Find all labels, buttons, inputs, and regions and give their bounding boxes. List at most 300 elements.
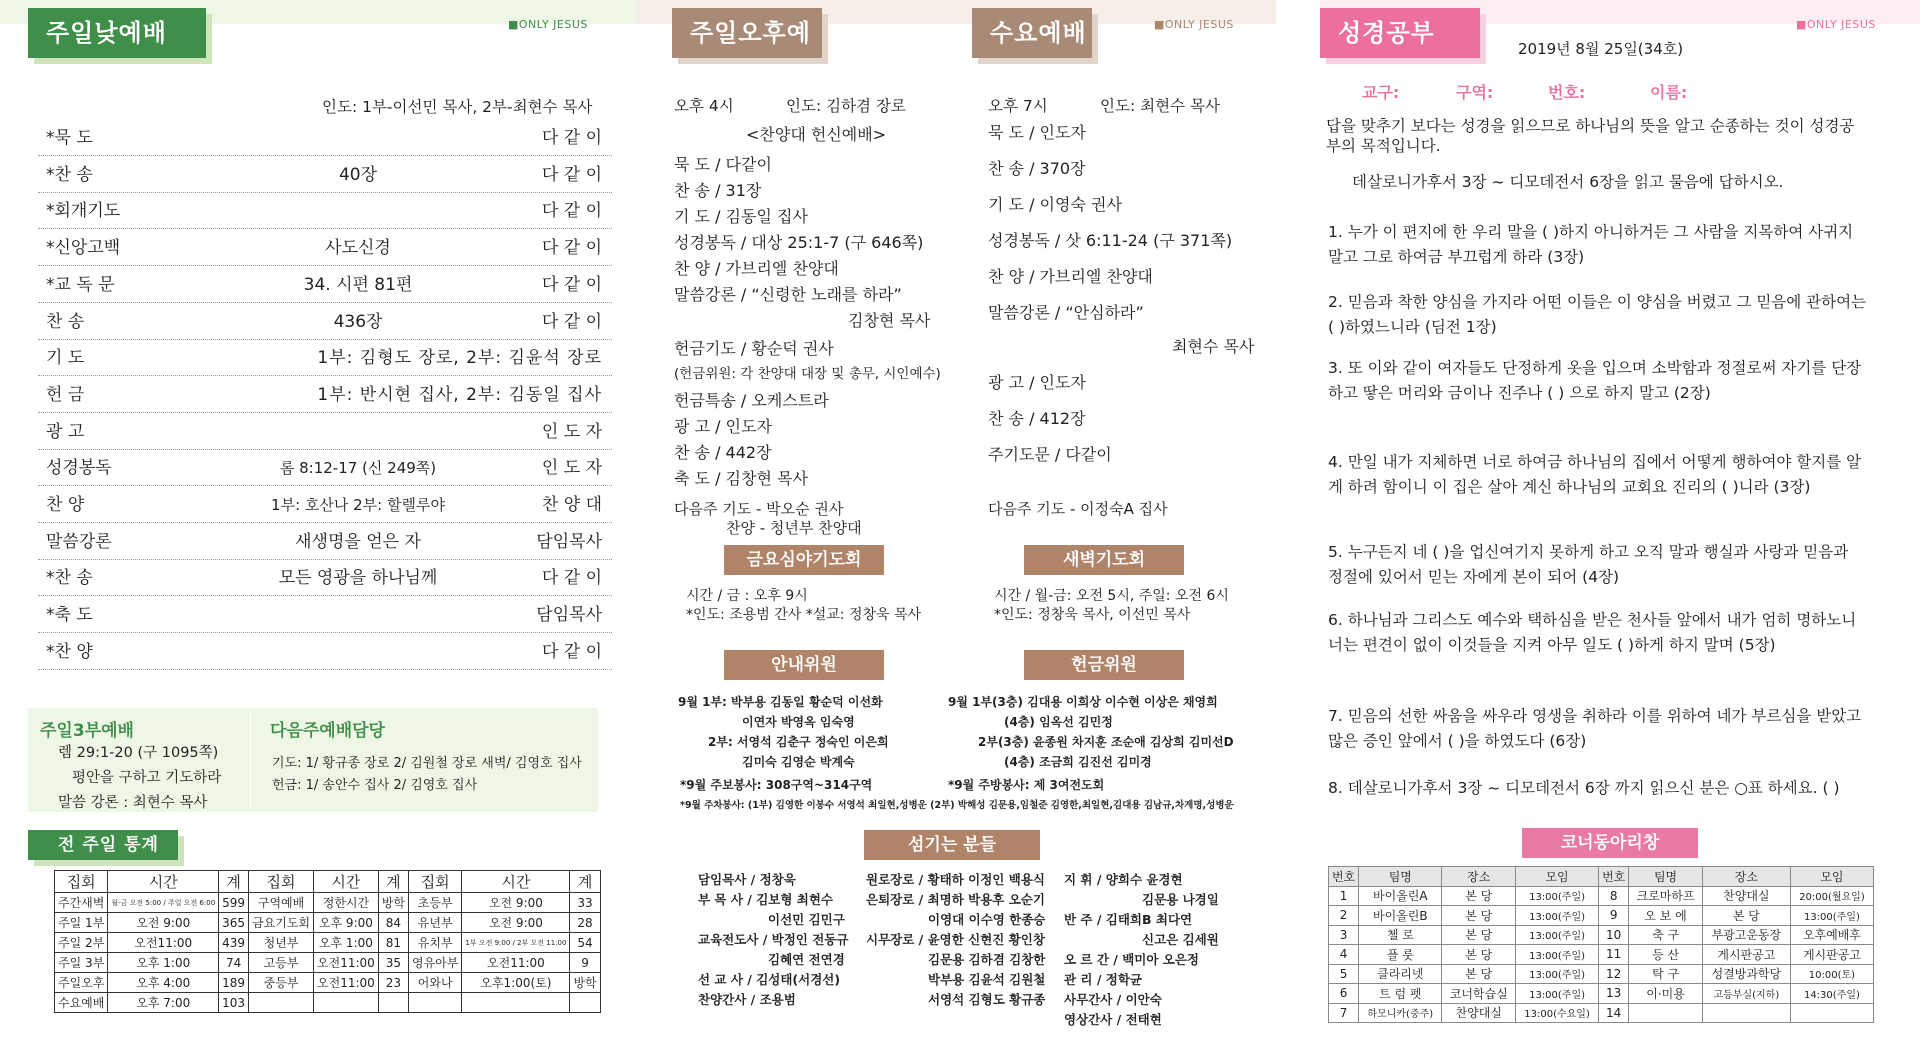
order-row — [38, 120, 612, 156]
line-item: 묵 도 / 다같이 — [674, 155, 772, 174]
stats-cell: 영유아부 — [409, 953, 462, 973]
guide-line-2: 이연자 박영옥 임숙영 — [742, 715, 855, 729]
club-cell — [1790, 1003, 1873, 1023]
club-cell: 10:00(토) — [1790, 964, 1873, 984]
line-item: 묵 도 / 인도자 — [988, 123, 1086, 142]
servants-title: 섬기는 분들 — [864, 830, 1040, 860]
stats-header: 집회 — [249, 871, 314, 893]
servant-line: 은퇴장로 / 최명하 박용후 오순기 — [866, 892, 1045, 907]
question: 2. 믿음과 착한 양심을 가지라 어떤 이들은 이 양심을 버렸고 그 믿음에 관하여는 ( )하였느니라 (딤전 1장) — [1328, 293, 1867, 336]
club-row — [1329, 984, 1874, 1004]
club-cell: 8 — [1599, 886, 1629, 906]
club-cell: 본 당 — [1442, 906, 1516, 926]
offering-line-2: (4층) 임옥선 김민정 — [1004, 715, 1113, 729]
order-row — [38, 377, 612, 413]
guide-line-1: 9월 1부: 박부용 김동일 황순덕 이선화 — [678, 695, 883, 709]
stats-row — [55, 993, 601, 1013]
line-item: 찬 송 / 442장 — [674, 443, 772, 462]
order-middle: 사도신경 — [325, 238, 391, 259]
question: 7. 믿음의 선한 싸움을 싸우라 영생을 취하라 이를 위하여 네가 부르심을 받았고 많은 증인 앞에서 ( )을 하였도다 (6장) — [1328, 707, 1862, 750]
guide-title: 안내위원 — [724, 650, 884, 680]
friday-prayer-title: 금요심야기도회 — [724, 545, 884, 575]
club-cell: 10 — [1599, 925, 1629, 945]
order-row — [38, 634, 612, 670]
next-week-title: 다음주예배담당 — [270, 721, 385, 741]
order-middle: 436장 — [333, 311, 383, 332]
order-item: *축 도 — [46, 605, 93, 626]
stats-row — [55, 913, 601, 933]
club-cell: 본 당 — [1442, 945, 1516, 965]
line-item: 찬 송 / 412장 — [988, 409, 1086, 428]
line-item: 기 도 / 김동일 집사 — [674, 207, 808, 226]
stats-cell: 유년부 — [409, 913, 462, 933]
club-header: 모임 — [1790, 867, 1873, 887]
stats-cell: 오전 9:00 — [462, 893, 570, 913]
club-header: 번호 — [1329, 867, 1359, 887]
stats-row — [55, 973, 601, 993]
only-jesus-tag-2: ■ONLY JESUS — [1154, 18, 1234, 31]
club-cell: 4 — [1329, 945, 1359, 965]
servant-line: 서영석 김형도 황규종 — [928, 992, 1046, 1007]
line-item: 성경봉독 / 대상 25:1-7 (구 646쪽) — [674, 233, 924, 252]
only-jesus-tag-3: ■ONLY JESUS — [1796, 18, 1876, 31]
club-cell: 게시판공고 — [1790, 945, 1873, 965]
club-row — [1329, 906, 1874, 926]
order-item: 찬 송 — [46, 311, 85, 332]
order-row — [38, 267, 612, 303]
club-cell: 플 룻 — [1359, 945, 1442, 965]
order-item: 광 고 — [46, 421, 85, 442]
stats-cell: 35 — [378, 953, 408, 973]
club-cell: 오후예배후 — [1790, 925, 1873, 945]
stats-cell: 103 — [219, 993, 249, 1013]
order-row — [38, 487, 612, 523]
stats-cell: 방학 — [378, 893, 408, 913]
order-item: 성경봉독 — [46, 458, 112, 479]
stats-cell: 오후 9:00 — [314, 913, 379, 933]
stats-row — [55, 933, 601, 953]
offering-line-1: 9월 1부(3층) 김대용 이희상 이수현 이상은 채영희 — [948, 695, 1218, 709]
order-row — [38, 597, 612, 633]
club-header-row — [1329, 867, 1874, 887]
order-right: 담임목사 — [536, 605, 602, 626]
order-middle: 40장 — [338, 164, 378, 185]
line-item: 찬 양 / 가브리엘 찬양대 — [988, 267, 1153, 286]
servant-line: 시무장로 / 윤영한 신현진 황인창 — [866, 932, 1045, 947]
order-row — [38, 304, 612, 340]
club-row — [1329, 945, 1874, 965]
stats-header: 시간 — [462, 871, 570, 893]
line-item: 찬 양 / 가브리엘 찬양대 — [674, 259, 839, 278]
servant-line: 교육전도사 / 박정인 전동규 — [698, 932, 849, 947]
servant-line: 관 리 / 정학균 — [1064, 972, 1142, 987]
club-cell: 13 — [1599, 984, 1629, 1004]
club-cell: 오 보 에 — [1629, 906, 1703, 926]
stats-cell: 오후 4:00 — [108, 973, 219, 993]
stats-cell: 주일오후 — [55, 973, 108, 993]
line-item: 찬 송 / 370장 — [988, 159, 1086, 178]
order-right: 다 같 이 — [541, 641, 602, 662]
order-item: *신앙고백 — [46, 238, 121, 259]
wednesday-header: 수요예배 — [972, 8, 1092, 58]
order-item: 찬 양 — [46, 495, 85, 515]
order-right: 1부: 반시현 집사, 2부: 김동일 집사 — [317, 384, 602, 405]
club-header: 팀명 — [1359, 867, 1442, 887]
stats-cell — [462, 993, 570, 1013]
afternoon-subtitle: <찬양대 헌신예배> — [746, 125, 887, 144]
order-item: *찬 송 — [46, 164, 93, 185]
order-item: 헌 금 — [46, 384, 85, 405]
issue-date: 2019년 8월 25일(34호) — [1518, 40, 1684, 58]
stats-cell — [570, 993, 600, 1013]
servant-line: 이영대 이수영 한종승 — [928, 912, 1046, 927]
club-cell: 13:00(주일) — [1790, 906, 1873, 926]
stats-header: 계 — [570, 871, 600, 893]
guide-line-5: *9월 주보봉사: 308구역~314구역 — [680, 778, 873, 792]
order-item: *찬 송 — [46, 568, 93, 589]
stats-header: 집회 — [55, 871, 108, 893]
stats-cell: 주간새벽 — [55, 893, 108, 913]
question: 8. 데살로니가후서 3장 ~ 디모데전서 6장 까지 읽으신 분은 ○표 하세요. ( ) — [1328, 779, 1840, 797]
guide-line-3: 2부: 서영석 김춘구 정숙인 이은희 — [708, 735, 889, 749]
field-name: 이름: — [1650, 83, 1688, 102]
club-cell: 고등부실(지하) — [1702, 984, 1790, 1004]
stats-cell: 오후 1:00 — [314, 933, 379, 953]
order-item: *회개기도 — [46, 201, 121, 222]
club-cell: 바이올린A — [1359, 886, 1442, 906]
stats-cell: 오후 7:00 — [108, 993, 219, 1013]
order-row — [38, 560, 612, 596]
club-cell: 13:00(주일) — [1516, 964, 1599, 984]
club-header: 모임 — [1516, 867, 1599, 887]
club-cell: 클라리넷 — [1359, 964, 1442, 984]
stats-header: 계 — [378, 871, 408, 893]
club-cell: 14 — [1599, 1003, 1629, 1023]
stats-cell: 74 — [219, 953, 249, 973]
line-item: 말씀강론 / “안심하라” — [988, 303, 1144, 322]
order-item: 기 도 — [46, 348, 85, 369]
stats-cell: 23 — [378, 973, 408, 993]
servant-line: 오 르 간 / 백미아 오은정 — [1064, 952, 1199, 967]
club-cell: 축 구 — [1629, 925, 1703, 945]
club-cell — [1702, 1003, 1790, 1023]
dawn-line-2: *인도: 정창욱 목사, 이선민 목사 — [994, 607, 1191, 623]
order-right: 인 도 자 — [541, 458, 602, 479]
line-item: 말씀강론 / “신령한 노래를 하라” — [674, 285, 902, 304]
servant-line: 김혜연 전연경 — [768, 952, 845, 967]
bible-study-header: 성경공부 — [1320, 8, 1480, 58]
club-row — [1329, 925, 1874, 945]
next-week-line-1: 기도: 1/ 황규종 장로 2/ 김원철 장로 새벽/ 김영호 집사 — [272, 756, 582, 771]
stats-title: 전 주일 통계 — [28, 830, 178, 860]
stats-cell: 81 — [378, 933, 408, 953]
servant-line: 사무간사 / 이안숙 — [1064, 992, 1162, 1007]
club-cell: 9 — [1599, 906, 1629, 926]
line-item: 헌금특송 / 오케스트라 — [674, 391, 829, 410]
offering-line-3: 2부(3층) 윤종원 차지훈 조순애 김상희 김미선D — [978, 735, 1234, 749]
club-title: 코너동아리창 — [1522, 828, 1698, 858]
stats-cell: 54 — [570, 933, 600, 953]
offering-line-5: *9월 주방봉사: 제 3여전도회 — [948, 778, 1105, 792]
stats-row — [55, 953, 601, 973]
order-right: 인 도 자 — [541, 421, 602, 442]
order-right: 다 같 이 — [541, 568, 602, 589]
sunday-morning-header: 주일낮예배 — [28, 8, 206, 58]
stats-cell: 월-금 오전 5:00 / 주일 오전 6:00 — [108, 893, 219, 913]
club-cell: 하모니카(중주) — [1359, 1003, 1442, 1023]
servant-line: 이선민 김민구 — [768, 912, 845, 927]
question: 1. 누가 이 편지에 한 우리 말을 ( )하지 아니하거든 그 사람을 지목하여 사귀지 말고 그로 하여금 부끄럽게 하라 (3장) — [1328, 223, 1854, 266]
club-row — [1329, 886, 1874, 906]
line-item: 헌금기도 / 황순덕 권사 — [674, 339, 834, 358]
offering-line-4: (4층) 조금희 김진선 김미경 — [1004, 755, 1152, 769]
stats-cell: 오전11:00 — [462, 953, 570, 973]
order-row — [38, 524, 612, 560]
club-cell: 12 — [1599, 964, 1629, 984]
afternoon-time: 오후 4시 — [674, 97, 734, 115]
servant-line: 김문용 나경일 — [1142, 892, 1219, 907]
line-item: 광 고 / 인도자 — [988, 373, 1086, 392]
sunday-leader: 인도: 1부-이선민 목사, 2부-최현수 목사 — [322, 98, 593, 116]
field-district: 교구: — [1362, 83, 1400, 102]
stats-cell: 어와나 — [409, 973, 462, 993]
stats-cell: 주일 3부 — [55, 953, 108, 973]
stats-cell: 초등부 — [409, 893, 462, 913]
stats-cell: 금요기도회 — [249, 913, 314, 933]
club-cell: 13:00(주일) — [1516, 886, 1599, 906]
third-service-line-3: 말씀 강론 : 최현수 목사 — [58, 795, 208, 811]
stats-cell: 오전11:00 — [314, 973, 379, 993]
servant-line: 지 휘 / 양희수 윤경현 — [1064, 872, 1183, 887]
next-week-line-2: 헌금: 1/ 송안수 집사 2/ 김영호 집사 — [272, 778, 478, 793]
order-right: 다 같 이 — [541, 201, 602, 222]
club-cell: 이·미용 — [1629, 984, 1703, 1004]
stats-header: 시간 — [108, 871, 219, 893]
stats-cell: 주일 1부 — [55, 913, 108, 933]
stats-cell: 방학 — [570, 973, 600, 993]
order-right: 찬 양 대 — [541, 495, 602, 515]
club-cell: 탁 구 — [1629, 964, 1703, 984]
stats-cell: 1부 오전 9:00 / 2부 오전 11:00 — [462, 933, 570, 953]
club-cell: 본 당 — [1702, 906, 1790, 926]
club-cell: 5 — [1329, 964, 1359, 984]
club-cell — [1629, 1003, 1703, 1023]
stats-cell — [409, 993, 462, 1013]
club-cell: 6 — [1329, 984, 1359, 1004]
stats-row — [55, 893, 601, 913]
club-cell: 바이올린B — [1359, 906, 1442, 926]
club-cell: 성결방과학당 — [1702, 964, 1790, 984]
stats-cell: 오전11:00 — [314, 953, 379, 973]
club-table — [1328, 866, 1874, 1023]
club-cell: 본 당 — [1442, 925, 1516, 945]
club-cell: 13:00(주일) — [1516, 906, 1599, 926]
stats-header-row — [55, 871, 601, 893]
order-item: *찬 양 — [46, 641, 93, 662]
stats-cell: 오후1:00(토) — [462, 973, 570, 993]
field-number: 번호: — [1548, 83, 1586, 102]
afternoon-next-prayer: 다음주 기도 - 박오순 권사 — [674, 500, 844, 518]
club-cell: 첼 로 — [1359, 925, 1442, 945]
club-cell: 13:00(주일) — [1516, 925, 1599, 945]
line-item: 찬 송 / 31장 — [674, 181, 762, 200]
wednesday-preacher: 최현수 목사 — [1172, 337, 1255, 356]
third-service-title: 주일3부예배 — [40, 721, 134, 741]
club-cell: 13:00(수요일) — [1516, 1003, 1599, 1023]
club-cell: 7 — [1329, 1003, 1359, 1023]
stats-cell: 고등부 — [249, 953, 314, 973]
servant-line: 영상간사 / 전태현 — [1064, 1012, 1162, 1027]
stats-cell: 33 — [570, 893, 600, 913]
club-cell: 찬양대실 — [1442, 1003, 1516, 1023]
order-right: 다 같 이 — [541, 164, 602, 185]
club-cell: 13:00(주일) — [1516, 945, 1599, 965]
club-cell: 1 — [1329, 886, 1359, 906]
stats-cell: 주일 2부 — [55, 933, 108, 953]
club-cell: 2 — [1329, 906, 1359, 926]
order-middle: 1부: 호산나 2부: 할렐루야 — [271, 496, 445, 514]
club-header: 팀명 — [1629, 867, 1703, 887]
club-header: 번호 — [1599, 867, 1629, 887]
stats-cell — [249, 993, 314, 1013]
order-middle: 모든 영광을 하나님께 — [278, 568, 438, 589]
club-cell: 코너학습실 — [1442, 984, 1516, 1004]
stats-cell: 오전11:00 — [108, 933, 219, 953]
order-middle: 새생명을 얻은 자 — [295, 531, 421, 552]
servant-line: 부 목 사 / 김보형 최현수 — [698, 892, 833, 907]
line-item: 축 도 / 김창현 목사 — [674, 469, 808, 488]
dawn-line-1: 시간 / 월-금: 오전 5시, 주일: 오전 6시 — [994, 588, 1229, 604]
guide-line-4: 김미숙 김영순 박계숙 — [742, 755, 855, 769]
stats-table — [54, 870, 601, 1013]
parking-line: *9월 주차봉사: (1부) 김영한 이봉수 서영석 최일현,성병운 (2부) 박해성 김문용,임철준 김영한,최일현,김대용 김남규,차계명,성병운 — [680, 800, 1234, 811]
order-item: *묵 도 — [46, 128, 93, 148]
stats-cell: 84 — [378, 913, 408, 933]
stats-header: 집회 — [409, 871, 462, 893]
stats-cell — [314, 993, 379, 1013]
club-cell: 찬양대실 — [1702, 886, 1790, 906]
order-middle: 롬 8:12-17 (신 249쪽) — [279, 459, 437, 478]
friday-line-1: 시간 / 금 : 오후 9시 — [686, 588, 808, 604]
stats-cell: 오전 9:00 — [462, 913, 570, 933]
club-row — [1329, 1003, 1874, 1023]
offering-title: 헌금위원 — [1024, 650, 1184, 680]
order-right: 담임목사 — [536, 531, 602, 552]
order-row — [38, 157, 612, 193]
order-middle: 34. 시편 81편 — [303, 274, 413, 295]
order-right: 다 같 이 — [541, 274, 602, 295]
order-row — [38, 450, 612, 486]
club-cell: 크로마하프 — [1629, 886, 1703, 906]
sunday-afternoon-header: 주일오후예배 — [672, 8, 822, 58]
order-row — [38, 414, 612, 450]
stats-cell — [378, 993, 408, 1013]
club-cell: 본 당 — [1442, 886, 1516, 906]
study-intro: 답을 맞추기 보다는 성경을 읽으므로 하나님의 뜻을 알고 순종하는 것이 성경공부의 목적입니다. — [1326, 117, 1855, 155]
stats-header: 시간 — [314, 871, 379, 893]
stats-cell: 9 — [570, 953, 600, 973]
club-cell: 트 럼 펫 — [1359, 984, 1442, 1004]
club-row — [1329, 964, 1874, 984]
stats-cell: 오후 1:00 — [108, 953, 219, 973]
afternoon-next-praise: 찬양 - 청년부 찬양대 — [726, 519, 862, 537]
stats-cell: 구역예배 — [249, 893, 314, 913]
line-item: 주기도문 / 다같이 — [988, 445, 1112, 464]
line-item: (헌금위원: 각 찬양대 대장 및 총무, 시인예수) — [674, 366, 941, 382]
servant-line: 김문용 김하겸 김창한 — [928, 952, 1046, 967]
wednesday-leader: 인도: 최현수 목사 — [1100, 97, 1220, 115]
wednesday-next: 다음주 기도 - 이정숙A 집사 — [988, 500, 1168, 518]
question: 3. 또 이와 같이 여자들도 단정하게 옷을 입으며 소박함과 정절로써 자기를 단장하고 땋은 머리와 금이나 진주나 ( ) 으로 하지 말고 (2장) — [1328, 359, 1862, 402]
study-instruction: 데살로니가후서 3장 ~ 디모데전서 6장을 읽고 물음에 답하시오. — [1352, 173, 1784, 191]
order-right: 다 같 이 — [541, 128, 602, 148]
servant-line: 원로장로 / 황태하 이정인 백용식 — [866, 872, 1045, 887]
stats-cell: 599 — [219, 893, 249, 913]
order-item: 말씀강론 — [46, 531, 112, 552]
stats-cell: 439 — [219, 933, 249, 953]
club-cell: 게시판공고 — [1702, 945, 1790, 965]
servant-line: 담임목사 / 정창욱 — [698, 872, 796, 887]
order-row — [38, 230, 612, 266]
servant-line: 찬양간사 / 조용범 — [698, 992, 796, 1007]
order-right: 다 같 이 — [541, 238, 602, 259]
question: 6. 하나님과 그리스도 예수와 택하심을 받은 천사들 앞에서 내가 엄히 명하노니 너는 편견이 없이 이것들을 지켜 아무 일도 ( )하게 하지 말며 (5장) — [1328, 611, 1857, 654]
servant-line: 박부용 김윤석 김원철 — [928, 972, 1046, 987]
club-header: 장소 — [1702, 867, 1790, 887]
order-row — [38, 340, 612, 376]
club-cell: 3 — [1329, 925, 1359, 945]
stats-cell: 189 — [219, 973, 249, 993]
friday-line-2: *인도: 조용범 간사 *설교: 정창욱 목사 — [686, 607, 922, 623]
club-cell: 등 산 — [1629, 945, 1703, 965]
dawn-prayer-title: 새벽기도회 — [1024, 545, 1184, 575]
only-jesus-tag: ■ONLY JESUS — [508, 18, 588, 31]
servant-line: 신고은 김세원 — [1142, 932, 1219, 947]
wednesday-time: 오후 7시 — [988, 97, 1048, 115]
afternoon-preacher: 김창현 목사 — [848, 311, 931, 330]
afternoon-leader: 인도: 김하겸 장로 — [786, 97, 906, 115]
third-service-line-1: 렘 29:1-20 (구 1095쪽) — [58, 745, 219, 761]
stats-cell: 수요예배 — [55, 993, 108, 1013]
stats-cell: 정한시간 — [314, 893, 379, 913]
stats-cell: 오전 9:00 — [108, 913, 219, 933]
servant-line: 선 교 사 / 김성태(서경선) — [698, 972, 841, 987]
order-right: 다 같 이 — [541, 311, 602, 332]
stats-cell: 청년부 — [249, 933, 314, 953]
stats-cell: 유치부 — [409, 933, 462, 953]
line-item: 광 고 / 인도자 — [674, 417, 772, 436]
stats-header: 계 — [219, 871, 249, 893]
field-zone: 구역: — [1456, 83, 1494, 102]
club-cell: 11 — [1599, 945, 1629, 965]
question: 4. 만일 내가 지체하면 너로 하여금 하나님의 집에서 어떻게 행하여야 할지를 알게 하려 함이니 이 집은 살아 계신 하나님의 교회요 진리의 ( )니라 (3장) — [1328, 453, 1862, 496]
stats-cell: 28 — [570, 913, 600, 933]
club-cell: 20:00(월요일) — [1790, 886, 1873, 906]
order-right: 1부: 김형도 장로, 2부: 김윤석 장로 — [317, 348, 602, 369]
question: 5. 누구든지 네 ( )을 업신여기지 못하게 하고 오직 말과 행실과 사랑과 믿음과 정절에 있어서 믿는 자에게 본이 되어 (4장) — [1328, 543, 1849, 586]
club-header: 장소 — [1442, 867, 1516, 887]
club-cell: 14:30(주일) — [1790, 984, 1873, 1004]
order-item: *교 독 문 — [46, 274, 115, 295]
servant-line: 반 주 / 김태희B 최다연 — [1064, 912, 1193, 927]
stats-cell: 365 — [219, 913, 249, 933]
club-cell: 본 당 — [1442, 964, 1516, 984]
stats-cell: 중등부 — [249, 973, 314, 993]
third-service-line-2: 평안을 구하고 기도하라 — [72, 770, 222, 786]
line-item: 기 도 / 이영숙 권사 — [988, 195, 1122, 214]
order-row — [38, 193, 612, 229]
club-cell: 부광고운동장 — [1702, 925, 1790, 945]
